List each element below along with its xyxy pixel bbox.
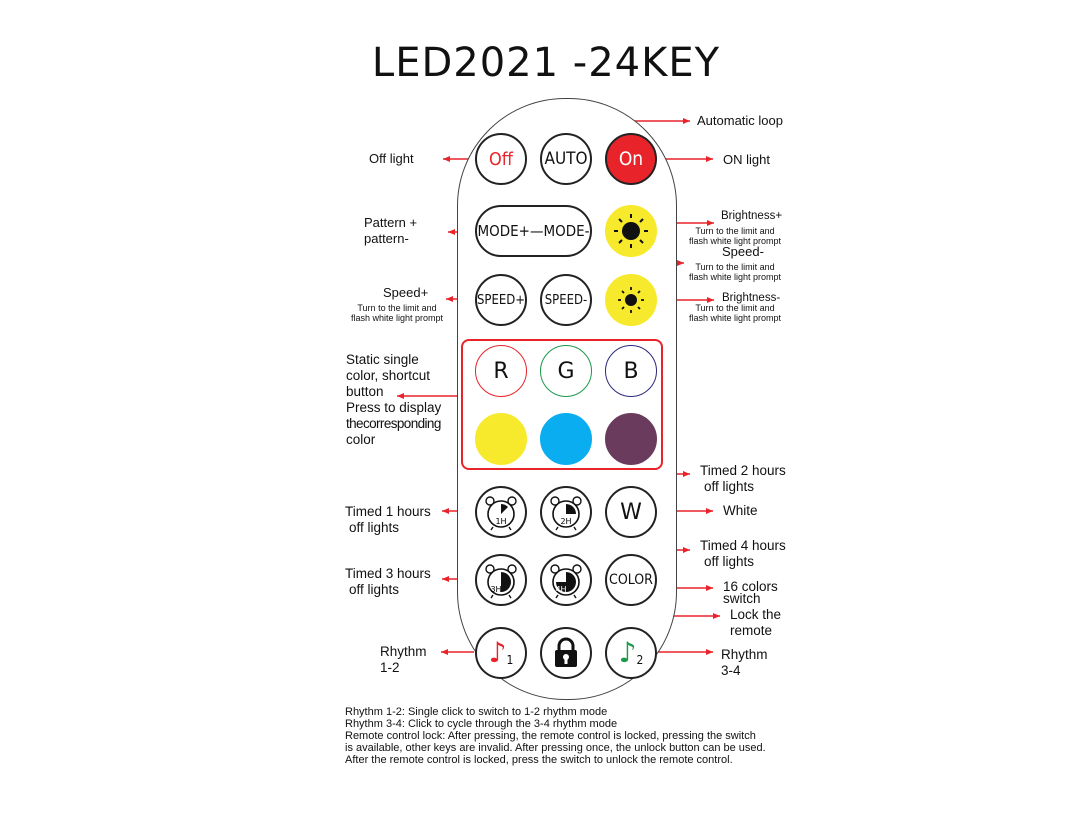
timer-1h-button[interactable] [475, 486, 527, 538]
rhythm-34-button[interactable] [605, 627, 657, 679]
label-automatic-loop: Automatic loop [697, 113, 783, 128]
blue-button-label: B [623, 358, 639, 384]
brightness-plus-button[interactable] [605, 205, 657, 257]
speed-plus-label: SPEED+ [476, 292, 526, 308]
speed-minus-label: SPEED- [544, 292, 588, 308]
timer-3h-label: 3H [490, 585, 502, 594]
note-brightness-minus-2: flash white light prompt [688, 313, 782, 323]
mode-button[interactable] [475, 205, 592, 257]
alarm-clock-icon [546, 492, 586, 532]
on-button[interactable] [605, 133, 657, 185]
label-static-4: Press to display [346, 400, 442, 415]
music-note-icon: ♪ [488, 636, 507, 669]
note-line: Rhythm 1-2: Single click to switch to 1-2 rhythm mode [345, 706, 608, 718]
timer-2h-label: 2H [560, 517, 572, 526]
label-static-5: thecorresponding [346, 416, 441, 431]
cyan-button[interactable] [540, 413, 592, 465]
color-button-label: COLOR [609, 572, 653, 588]
note-line: After the remote control is locked, press the switch to unlock the remote control. [345, 754, 733, 766]
label-static-2: color, shortcut [346, 368, 431, 383]
label-brightness-plus: Brightness+ [721, 210, 783, 222]
sun-icon [611, 280, 651, 320]
label-white: White [723, 503, 758, 518]
note-speed-minus-1: Turn to the limit and [695, 262, 775, 272]
note-speed-plus-1: Turn to the limit and [357, 303, 437, 313]
label-timed4-1: Timed 4 hours [700, 538, 786, 553]
brightness-minus-button[interactable] [605, 274, 657, 326]
green-button-label: G [557, 358, 575, 384]
label-16colors-2: switch [723, 591, 761, 606]
green-button[interactable] [540, 345, 592, 397]
label-static-6: color [346, 432, 376, 447]
label-speed-plus: Speed+ [383, 285, 429, 300]
label-timed4-2: off lights [704, 554, 755, 569]
note-line: Rhythm 3-4: Click to cycle through the 3-4 rhythm mode [345, 718, 618, 730]
purple-button[interactable] [605, 413, 657, 465]
auto-button-label: AUTO [544, 149, 588, 169]
label-rhythm34-1: Rhythm [721, 647, 768, 662]
label-static-1: Static single [346, 352, 419, 367]
rhythm-12-sub: 1 [506, 653, 514, 667]
red-button[interactable] [475, 345, 527, 397]
rhythm-12-button[interactable] [475, 627, 527, 679]
note-brightness-minus-1: Turn to the limit and [695, 303, 775, 313]
auto-button[interactable] [540, 133, 592, 185]
red-button-label: R [493, 358, 509, 384]
label-off-light: Off light [369, 151, 414, 166]
off-button-label: Off [489, 148, 513, 170]
timer-2h-button[interactable] [540, 486, 592, 538]
note-speed-minus-2: flash white light prompt [688, 272, 782, 282]
blue-button[interactable] [605, 345, 657, 397]
alarm-clock-icon [481, 560, 521, 600]
sun-icon [611, 211, 651, 251]
label-pattern-2: pattern- [364, 231, 409, 246]
label-rhythm34-2: 3-4 [721, 663, 741, 678]
color-button[interactable] [605, 554, 657, 606]
speed-plus-button[interactable] [475, 274, 527, 326]
alarm-clock-icon [546, 560, 586, 600]
timer-1h-label: 1H [495, 517, 507, 526]
white-button[interactable] [605, 486, 657, 538]
label-rhythm12-1: Rhythm [380, 644, 427, 659]
label-16colors-1: 16 colors [723, 579, 778, 594]
speed-minus-button[interactable] [540, 274, 592, 326]
diagram-title: LED2021 -24KEY [371, 40, 721, 86]
label-pattern-1: Pattern + [364, 215, 418, 230]
label-timed3-1: Timed 3 hours [345, 566, 431, 581]
label-brightness-minus: Brightness- [722, 292, 781, 304]
lock-button[interactable] [540, 627, 592, 679]
label-timed1-2: off lights [349, 520, 400, 535]
label-lock-2: remote [730, 623, 773, 638]
rhythm-34-sub: 2 [636, 653, 644, 667]
label-lock-1: Lock the [730, 607, 782, 622]
music-note-icon: ♪ [618, 636, 637, 669]
note-line: is available, other keys are invalid. After pressing once, the unlock button can be used. [345, 742, 766, 754]
note-brightness-plus-2: flash white light prompt [688, 236, 782, 246]
label-timed2-1: Timed 2 hours [700, 463, 786, 478]
label-on-light: ON light [723, 152, 770, 167]
note-speed-plus-2: flash white light prompt [350, 313, 444, 323]
label-speed-minus: Speed- [722, 244, 764, 259]
label-timed3-2: off lights [349, 582, 400, 597]
label-timed1-1: Timed 1 hours [345, 504, 431, 519]
label-static-3: button [346, 384, 384, 399]
note-brightness-plus-1: Turn to the limit and [695, 226, 775, 236]
timer-3h-button[interactable] [475, 554, 527, 606]
on-button-label: On [618, 148, 644, 170]
alarm-clock-icon [481, 492, 521, 532]
white-button-label: W [620, 499, 642, 525]
off-button[interactable] [475, 133, 527, 185]
mode-button-label: MODE+—MODE- [477, 222, 590, 240]
label-rhythm12-2: 1-2 [380, 660, 400, 675]
timer-4h-button[interactable] [540, 554, 592, 606]
footnotes [345, 706, 766, 766]
lock-icon [548, 635, 584, 671]
timer-4h-label: 4H [555, 585, 567, 594]
note-line: Remote control lock: After pressing, the remote control is locked, pressing the switch [345, 730, 756, 742]
label-timed2-2: off lights [704, 479, 755, 494]
yellow-button[interactable] [475, 413, 527, 465]
